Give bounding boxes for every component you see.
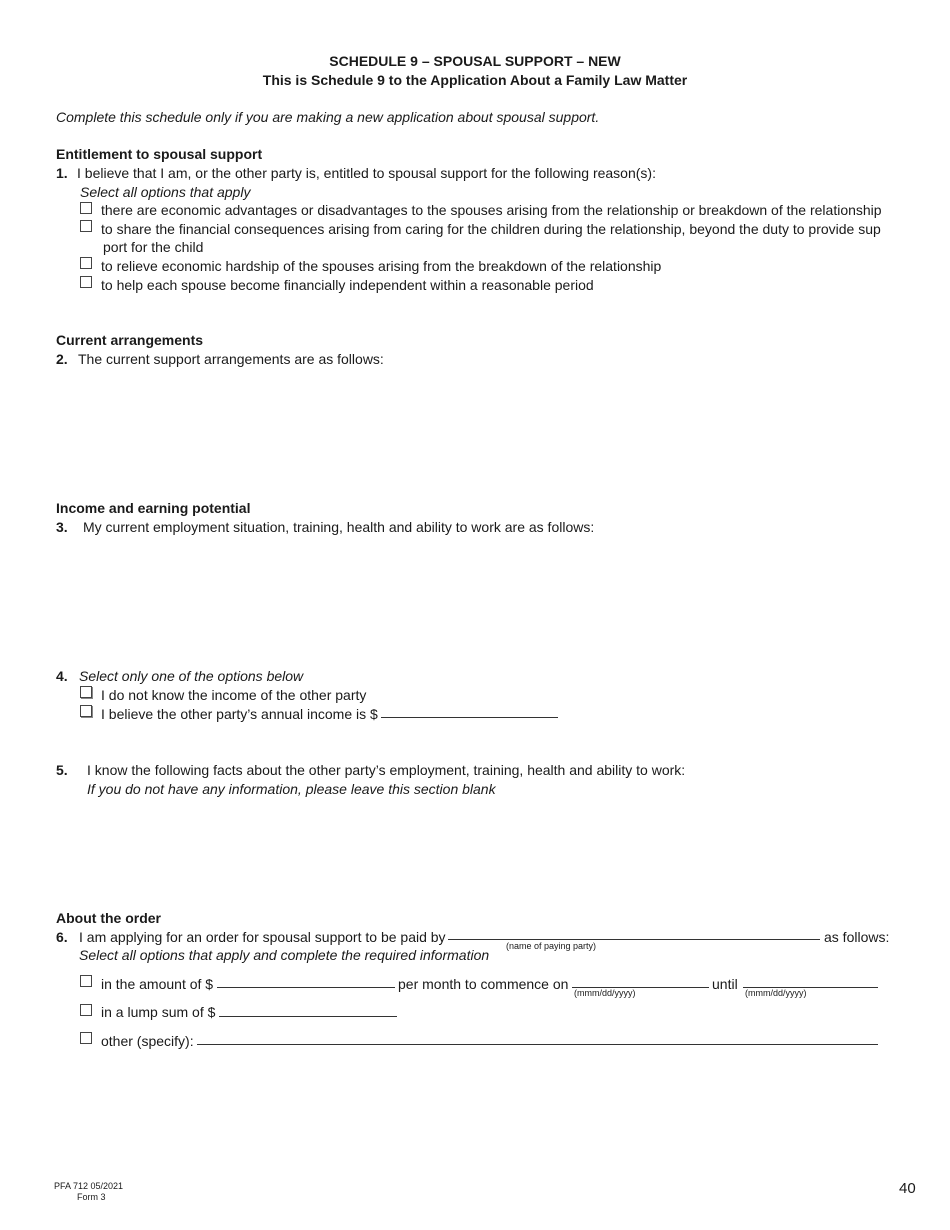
monthly-amount-field[interactable] <box>217 987 395 988</box>
other-order-label: other (specify): <box>101 1033 194 1049</box>
relieve-hardship-label: to relieve economic hardship of the spouses arising from the breakdown of the relationship <box>101 258 662 274</box>
share-consequences-label: to share the financial consequences arising from caring for the children during the relationship, beyond the duty to provide sup <box>101 221 881 237</box>
form-name: Form 3 <box>77 1192 106 1202</box>
per-month-label: per month to commence on <box>398 976 569 992</box>
page-number: 40 <box>899 1180 916 1197</box>
lump-sum-label: in a lump sum of $ <box>101 1004 216 1020</box>
lump-sum-field[interactable] <box>219 1016 397 1017</box>
monthly-amount-label: in the amount of $ <box>101 976 214 992</box>
unknown-income-checkbox[interactable] <box>80 686 92 698</box>
entitlement-heading: Entitlement to spousal support <box>56 146 263 162</box>
financial-independence-checkbox[interactable] <box>80 276 92 288</box>
economic-advantages-label: there are economic advantages or disadvantages to the spouses arising from the relationship or breakdown of the relationship <box>101 202 882 218</box>
known-income-checkbox[interactable] <box>80 705 92 717</box>
schedule-subtitle: This is Schedule 9 to the Application About a Family Law Matter <box>262 72 688 88</box>
other-party-facts-prompt: I know the following facts about the other party’s employment, training, health and ability to work: <box>87 762 686 778</box>
economic-advantages-checkbox[interactable] <box>80 202 92 214</box>
intro-instruction: Complete this schedule only if you are making a new application about spousal support. <box>56 109 600 125</box>
share-consequences-checkbox[interactable] <box>80 220 92 232</box>
entitlement-instruction: Select all options that apply <box>80 184 251 200</box>
item-number-5: 5. <box>56 762 68 778</box>
other-order-checkbox[interactable] <box>80 1032 92 1044</box>
other-order-field[interactable] <box>197 1044 878 1045</box>
annual-income-field[interactable] <box>381 717 558 718</box>
paying-party-field[interactable] <box>448 939 820 940</box>
unknown-income-label: I do not know the income of the other party <box>101 687 367 703</box>
item-number-1: 1. <box>56 165 68 181</box>
share-consequences-label-cont: port for the child <box>103 239 204 255</box>
until-label: until <box>712 976 738 992</box>
schedule-title: SCHEDULE 9 – SPOUSAL SUPPORT – NEW <box>329 53 621 69</box>
form-code: PFA 712 05/2021 <box>54 1181 124 1191</box>
item-number-4: 4. <box>56 668 68 684</box>
order-statement: I am applying for an order for spousal support to be paid by <box>79 929 446 945</box>
order-statement-end: as follows: <box>824 929 890 945</box>
current-arrangements-heading: Current arrangements <box>56 332 204 348</box>
item-number-2: 2. <box>56 351 68 367</box>
item-number-6: 6. <box>56 929 68 945</box>
paying-party-caption: (name of paying party) <box>506 941 597 951</box>
income-heading: Income and earning potential <box>56 500 251 516</box>
entitlement-statement: I believe that I am, or the other party is, entitled to spousal support for the following reason(s): <box>77 165 656 181</box>
known-income-label: I believe the other party’s annual income is $ <box>101 706 378 722</box>
end-date-caption: (mmm/dd/yyyy) <box>745 988 807 998</box>
order-instruction: Select all options that apply and complete the required information <box>79 947 490 963</box>
item-number-3: 3. <box>56 519 68 535</box>
current-arrangements-prompt: The current support arrangements are as follows: <box>78 351 384 367</box>
income-instruction: Select only one of the options below <box>79 668 304 684</box>
financial-independence-label: to help each spouse become financially independent within a reasonable period <box>101 277 594 293</box>
employment-situation-prompt: My current employment situation, training, health and ability to work are as follows: <box>83 519 595 535</box>
about-order-heading: About the order <box>56 910 161 926</box>
relieve-hardship-checkbox[interactable] <box>80 257 92 269</box>
commence-date-caption: (mmm/dd/yyyy) <box>574 988 636 998</box>
monthly-amount-checkbox[interactable] <box>80 975 92 987</box>
lump-sum-checkbox[interactable] <box>80 1004 92 1016</box>
other-party-facts-instruction: If you do not have any information, please leave this section blank <box>87 781 496 797</box>
